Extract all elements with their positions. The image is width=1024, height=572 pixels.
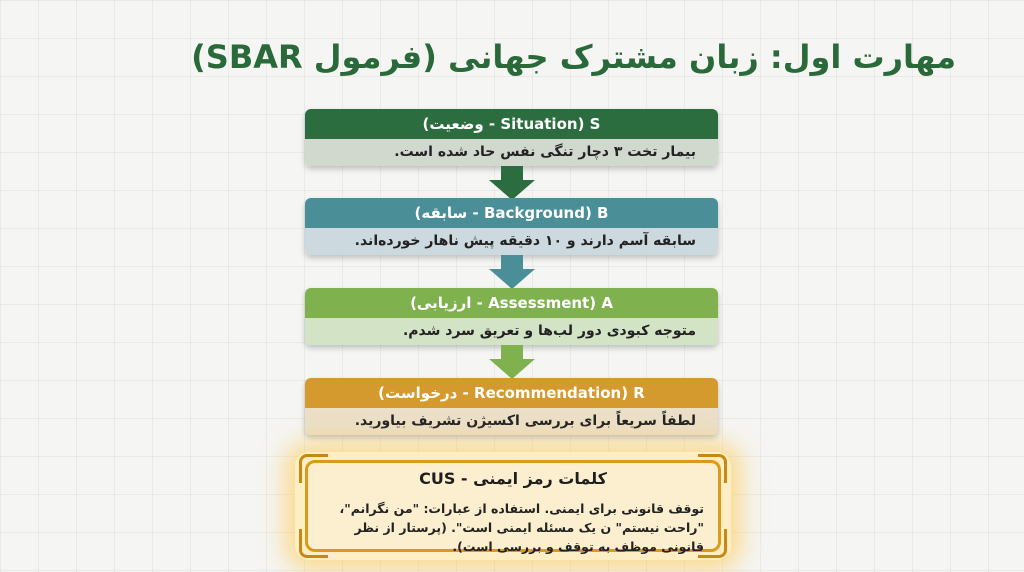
page-title: مهارت اول: زبان مشترک جهانی (فرمول SBAR) (191, 38, 956, 76)
step-text: سابقه آسم دارند و ۱۰ دقیقه پیش ناهار خورده‌اند. (305, 228, 718, 255)
step-header: R (Recommendation - درخواست) (305, 378, 718, 408)
down-arrow-icon (489, 166, 535, 200)
step-text: بیمار تخت ۳ دچار تنگی نفس حاد شده است. (305, 139, 718, 166)
step-header: B (Background - سابقه) (305, 198, 718, 228)
sbar-step-situation (305, 109, 718, 166)
down-arrow-icon (489, 345, 535, 379)
sbar-step-background (305, 198, 718, 255)
sbar-step-assessment (305, 288, 718, 345)
cus-box (305, 460, 721, 552)
cus-text: توقف قانونی برای ایمنی. استفاده از عبارات: "من نگرانم"، "راحت نیستم" ن یک مسئله ایمنی است". (پرستار از نظر قانونی موظف به توقف و بررسی است). (339, 501, 704, 554)
step-header: A (Assessment - ارزیابی) (305, 288, 718, 318)
step-text: متوجه کبودی دور لب‌ها و تعریق سرد شدم. (305, 318, 718, 345)
sbar-step-recommendation (305, 378, 718, 435)
cus-title: کلمات رمز ایمنی - CUS (419, 469, 607, 488)
down-arrow-icon (489, 255, 535, 289)
step-header: S (Situation - وضعیت) (305, 109, 718, 139)
step-text: لطفاً سریعاً برای بررسی اکسیژن تشریف بیاورید. (305, 408, 718, 435)
